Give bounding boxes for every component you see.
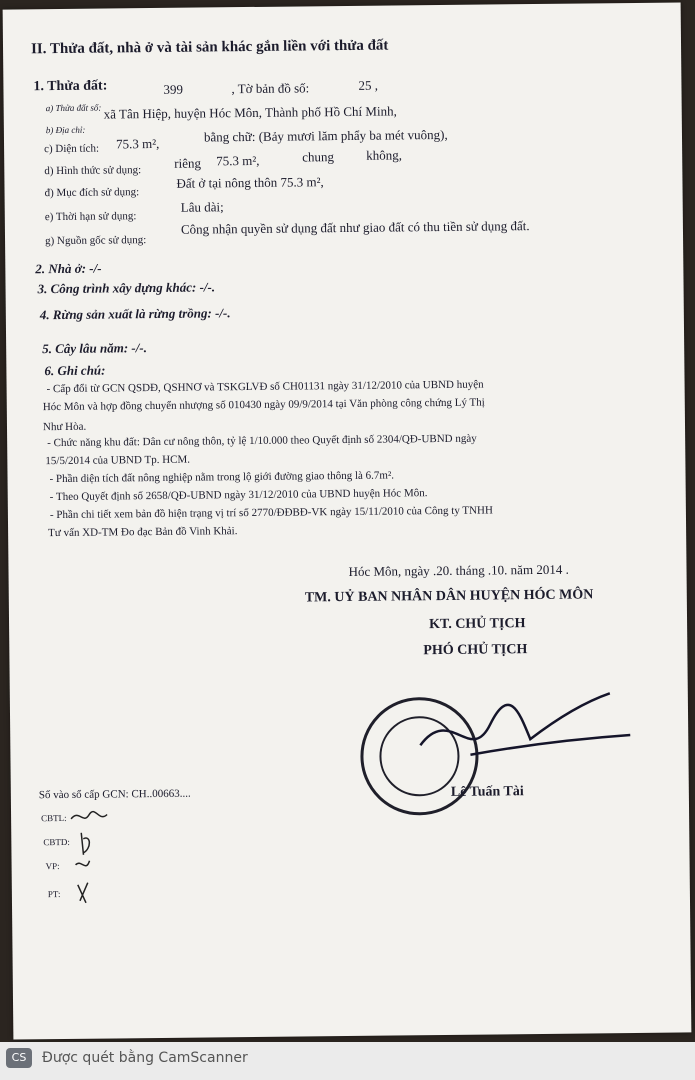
- land-number-value: 399: [163, 81, 184, 97]
- signature-icon: [410, 683, 641, 775]
- other-construction-item: 3. Công trình xây dựng khác: -/-.: [37, 279, 216, 297]
- address-label: b) Địa chỉ:: [45, 124, 86, 136]
- signer-name: Lê Tuấn Tài: [450, 784, 524, 800]
- use-form-shared-value: không,: [366, 147, 402, 163]
- perennial-item: 5. Cây lâu năm: -/-.: [42, 340, 147, 357]
- origin-value: Công nhận quyền sử dụng đất như giao đất có thu tiền sử dụng đất.: [180, 218, 530, 237]
- land-heading: 1. Thửa đất:: [33, 78, 108, 95]
- note-line: - Phần diện tích đất nông nghiệp nằm trong lộ giới đường giao thông là 6.7m².: [49, 469, 395, 486]
- certificate-page: [3, 2, 692, 1039]
- map-sheet-label: , Tờ bản đồ số:: [231, 80, 310, 97]
- land-number-label: a) Thửa đất số:: [45, 102, 102, 114]
- use-form-shared: chung: [302, 149, 335, 165]
- initials-icon: [69, 808, 120, 909]
- note-line: - Phần chi tiết xem bản đồ hiện trạng vị trí số 2770/ĐĐBĐ-VK ngày 15/11/2010 của Công ty TNHH: [49, 504, 493, 522]
- note-line: Tư vấn XD-TM Đo đạc Bản đồ Vinh Khải.: [48, 525, 238, 540]
- note-line: - Theo Quyết định số 2658/QĐ-UBND ngày 31/12/2010 của UBND huyện Hóc Môn.: [49, 487, 428, 504]
- area-words: bằng chữ: (Bảy mươi lăm phẩy ba mét vuông),: [203, 126, 448, 145]
- section2-header: II. Thửa đất, nhà ở và tài sản khác gắn liền với thửa đất: [30, 37, 389, 58]
- purpose-label: đ) Mục đích sử dụng:: [44, 186, 140, 200]
- camscanner-watermark: Được quét bằng CamScanner: [42, 1050, 248, 1066]
- map-sheet-value: 25 ,: [358, 77, 379, 93]
- pt-label: PT:: [47, 889, 61, 900]
- area-label: c) Diện tích:: [44, 142, 100, 156]
- term-label: e) Thời hạn sử dụng:: [44, 210, 137, 224]
- use-form-private: riêng: [174, 155, 202, 171]
- purpose-value: Đất ở tại nông thôn 75.3 m²,: [176, 174, 324, 191]
- notes-heading: 6. Ghi chú:: [44, 362, 106, 379]
- cbtd-label: CBTD:: [43, 836, 70, 848]
- signer-kt: KT. CHỦ TỊCH: [429, 616, 526, 633]
- note-line: - Chức năng khu đất: Dân cư nông thôn, tỷ lệ 1/10.000 theo Quyết định số 2304/QĐ-UBND ngày: [47, 432, 477, 450]
- signer-title: PHÓ CHỦ TỊCH: [423, 642, 528, 659]
- vp-label: VP:: [45, 861, 60, 872]
- address-value: xã Tân Hiệp, huyện Hóc Môn, Thành phố Hồ Chí Minh,: [103, 103, 397, 122]
- date-line: Hóc Môn, ngày .20. tháng .10. năm 2014 .: [348, 561, 569, 579]
- area-value: 75.3 m²,: [115, 135, 160, 152]
- use-form-private-value: 75.3 m²,: [216, 152, 260, 169]
- origin-label: g) Nguồn gốc sử dụng:: [44, 234, 147, 248]
- note-line: Hóc Môn và hợp đồng chuyển nhượng số 010430 ngày 09/9/2014 tại Văn phòng công chứng Lý Thị: [42, 396, 485, 414]
- signer-org: TM. UỶ BAN NHÂN DÂN HUYỆN HÓC MÔN: [304, 587, 594, 606]
- registration-number: Số vào sổ cấp GCN: CH..00663....: [38, 787, 191, 802]
- forest-item: 4. Rừng sản xuất là rừng trồng: -/-.: [39, 305, 231, 323]
- use-form-label: d) Hình thức sử dụng:: [44, 164, 142, 178]
- note-line: 15/5/2014 của UBND Tp. HCM.: [45, 453, 191, 468]
- note-line: Như Hòa.: [42, 420, 87, 434]
- house-item: 2. Nhà ở: -/-: [35, 260, 102, 277]
- cbtl-label: CBTL:: [41, 812, 67, 824]
- note-line: - Cấp đổi từ GCN QSDĐ, QSHNƠ và TSKGLVĐ số CH01131 ngày 31/12/2010 của UBND huyện: [46, 378, 484, 396]
- camscanner-logo-icon: CS: [6, 1048, 32, 1068]
- term-value: Lâu dài;: [180, 199, 224, 215]
